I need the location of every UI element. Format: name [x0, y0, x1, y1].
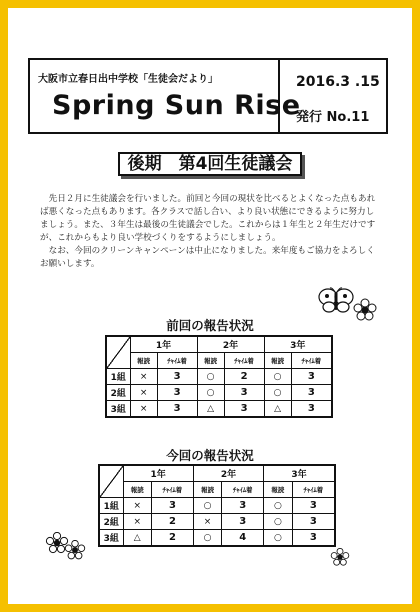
grade-header: 3年 [264, 465, 335, 482]
issue-date: 2016.3 .15 [296, 74, 380, 90]
table-cell: ○ [193, 498, 222, 514]
table-cell: 4 [222, 530, 264, 547]
issue-number: 発行 No.11 [296, 110, 370, 125]
butterfly-icon [316, 286, 356, 314]
table-corner-cell [106, 336, 130, 369]
subheader-cell: ﾁｬｲﾑ着 [222, 482, 264, 498]
subheader-cell: ﾁｬｲﾑ着 [152, 482, 194, 498]
article-paragraph: なお、今回のクリーンキャンペーンは中止になりました。来年度もご協力をよろしくお願いします。 [40, 246, 375, 269]
table-cell: ○ [264, 369, 291, 385]
previous-report-table [105, 335, 333, 418]
subheader-cell: 報読 [123, 482, 152, 498]
table-cell: × [130, 401, 157, 418]
table-subheader-row [106, 353, 332, 369]
table-cell: △ [197, 401, 224, 418]
table-cell: ○ [193, 530, 222, 547]
table-cell: △ [123, 530, 152, 547]
school-name: 大阪市立春日出中学校「生徒会だより」 [38, 74, 218, 85]
table-subheader-row [99, 482, 335, 498]
table-corner-cell [99, 465, 123, 498]
subheader-cell: 報読 [197, 353, 224, 369]
table-cell: × [130, 369, 157, 385]
grade-header: 2年 [193, 465, 263, 482]
article-body [40, 193, 380, 271]
table-row [99, 498, 335, 514]
table-group-header-row [106, 336, 332, 353]
class-label: 2組 [106, 385, 130, 401]
class-label: 3組 [99, 530, 123, 547]
table-row [106, 401, 332, 418]
table-cell: 3 [157, 385, 197, 401]
table-cell: 3 [291, 369, 332, 385]
grade-header: 2年 [197, 336, 264, 353]
table-cell: 3 [157, 369, 197, 385]
table-cell: × [193, 514, 222, 530]
table-cell: 3 [222, 514, 264, 530]
subheader-cell: ﾁｬｲﾑ着 [224, 353, 264, 369]
subheader-cell: 報読 [193, 482, 222, 498]
table-cell: ○ [264, 498, 293, 514]
class-label: 1組 [106, 369, 130, 385]
grade-header: 1年 [130, 336, 197, 353]
subheader-cell: ﾁｬｲﾑ着 [292, 482, 335, 498]
subheader-cell: 報読 [130, 353, 157, 369]
table-cell: △ [264, 401, 291, 418]
article-paragraph: 先日２月に生徒議会を行いました。前回と今回の現状を比べるとよくなった点もあれば悪くなった点もあります。各クラスで話し合い、より良い状態にできるように努力しましょう。また、３年生は最後の生徒議会でした。これからは１年生と２年生だけですが、これからもより良い学校づくりをするようにしましょう。 [40, 194, 376, 243]
newsletter-header [28, 58, 388, 134]
class-label: 2組 [99, 514, 123, 530]
subheader-cell: ﾁｬｲﾑ着 [291, 353, 332, 369]
table-cell: 3 [157, 401, 197, 418]
table-cell: ○ [264, 385, 291, 401]
table-cell: 2 [152, 514, 194, 530]
table-cell: × [123, 514, 152, 530]
table-cell: 3 [222, 498, 264, 514]
table-cell: 2 [224, 369, 264, 385]
table-cell: 3 [224, 385, 264, 401]
class-label: 3組 [106, 401, 130, 418]
table-row [99, 514, 335, 530]
table-cell: ○ [264, 530, 293, 547]
table-cell: 3 [292, 530, 335, 547]
current-report-title: 今回の報告状況 [166, 448, 254, 463]
table-cell: × [123, 498, 152, 514]
subheader-cell: 報読 [264, 482, 293, 498]
flower-icon [330, 548, 350, 568]
table-group-header-row [99, 465, 335, 482]
table-cell: 3 [224, 401, 264, 418]
table-cell: 3 [152, 498, 194, 514]
newsletter-title: Spring Sun Rise [52, 90, 301, 121]
subheader-cell: ﾁｬｲﾑ着 [157, 353, 197, 369]
table-cell: ○ [264, 514, 293, 530]
previous-report-title: 前回の報告状況 [166, 318, 254, 333]
article-headline: 後期 第4回生徒議会 [118, 152, 302, 176]
table-cell: ○ [197, 385, 224, 401]
table-cell: ○ [197, 369, 224, 385]
table-cell: 2 [152, 530, 194, 547]
header-title-box [30, 60, 301, 132]
grade-header: 1年 [123, 465, 193, 482]
table-cell: 3 [291, 401, 332, 418]
table-row [106, 369, 332, 385]
grade-header: 3年 [264, 336, 332, 353]
table-row [106, 385, 332, 401]
current-report-table [98, 464, 336, 547]
table-cell: × [130, 385, 157, 401]
table-cell: 3 [291, 385, 332, 401]
table-cell: 3 [292, 498, 335, 514]
table-cell: 3 [292, 514, 335, 530]
class-label: 1組 [99, 498, 123, 514]
flower-icon [64, 540, 86, 562]
table-row [99, 530, 335, 547]
subheader-cell: 報読 [264, 353, 291, 369]
